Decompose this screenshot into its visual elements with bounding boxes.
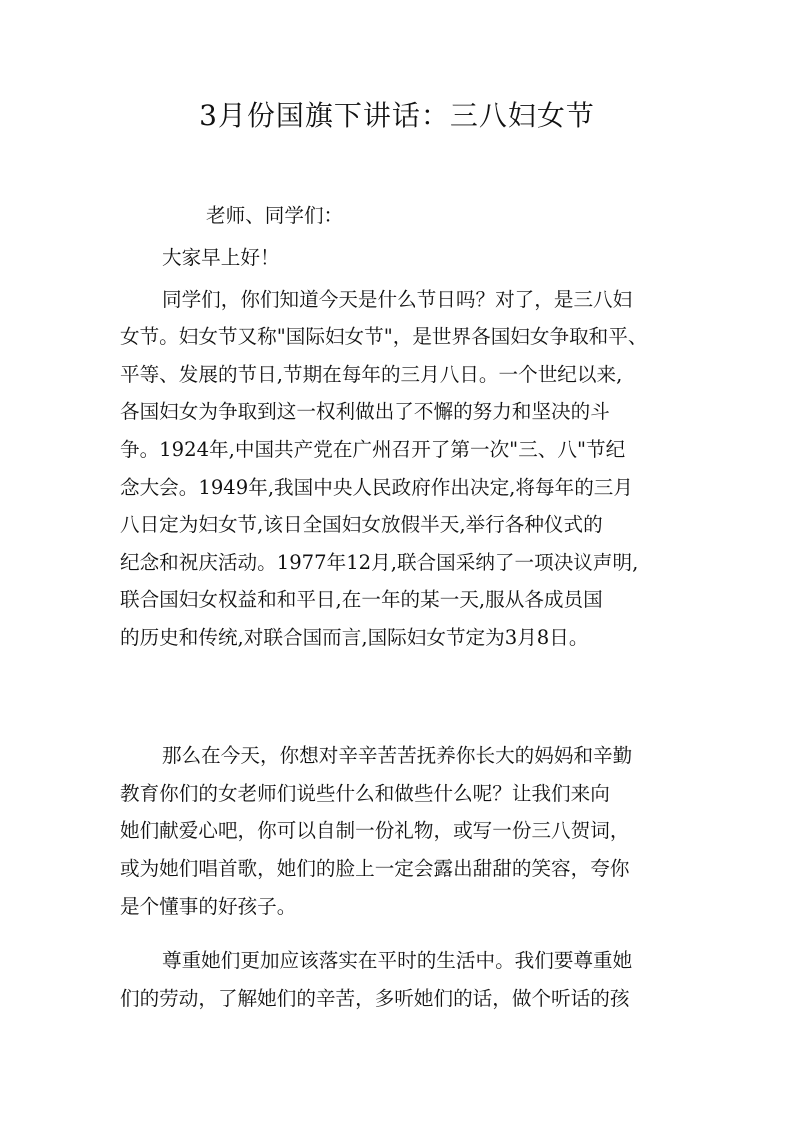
paragraph-1-line-2: 女节。妇女节又称"国际妇女节"，是世界各国妇女争取和平、 — [120, 325, 648, 348]
salutation: 老师、同学们： — [206, 204, 344, 227]
paragraph-2-line-4: 或为她们唱首歌，她们的脸上一定会露出甜甜的笑容，夸你 — [120, 857, 630, 880]
paragraph-1-line-9: 联合国妇女权益和和平日,在一年的某一天,服从各成员国 — [120, 588, 603, 611]
document-title: 3月份国旗下讲话：三八妇女节 — [199, 99, 595, 132]
paragraph-2-line-5: 是个懂事的好孩子。 — [120, 895, 297, 918]
greeting: 大家早上好！ — [162, 246, 280, 269]
paragraph-1-line-1: 同学们，你们知道今天是什么节日吗？对了，是三八妇 — [162, 288, 633, 311]
paragraph-1-line-4: 各国妇女为争取到这一权利做出了不懈的努力和坚决的斗 — [120, 400, 610, 423]
paragraph-1-line-3: 平等、发展的节日,节期在每年的三月八日。一个世纪以来, — [120, 363, 623, 386]
paragraph-1-line-7: 八日定为妇女节,该日全国妇女放假半天,举行各种仪式的 — [120, 513, 603, 536]
paragraph-1-line-5: 争。1924年,中国共产党在广州召开了第一次"三、八"节纪 — [120, 438, 626, 461]
paragraph-1-line-10: 的历史和传统,对联合国而言,国际妇女节定为3月8日。 — [120, 626, 589, 649]
paragraph-1-line-6: 念大会。1949年,我国中央人民政府作出决定,将每年的三月 — [120, 476, 633, 499]
paragraph-3-line-1: 尊重她们更加应该落实在平时的生活中。我们要尊重她 — [162, 949, 633, 972]
paragraph-1-line-8: 纪念和祝庆活动。1977年12月,联合国采纳了一项决议声明, — [120, 551, 639, 574]
paragraph-3-line-2: 们的劳动，了解她们的辛苦，多听她们的话，做个听话的孩 — [120, 987, 630, 1010]
paragraph-2-line-1: 那么在今天，你想对辛辛苦苦抚养你长大的妈妈和辛勤 — [162, 744, 633, 767]
paragraph-2-line-2: 教育你们的女老师们说些什么和做些什么呢？让我们来向 — [120, 782, 610, 805]
paragraph-2-line-3: 她们献爱心吧，你可以自制一份礼物，或写一份三八贺词， — [120, 819, 630, 842]
